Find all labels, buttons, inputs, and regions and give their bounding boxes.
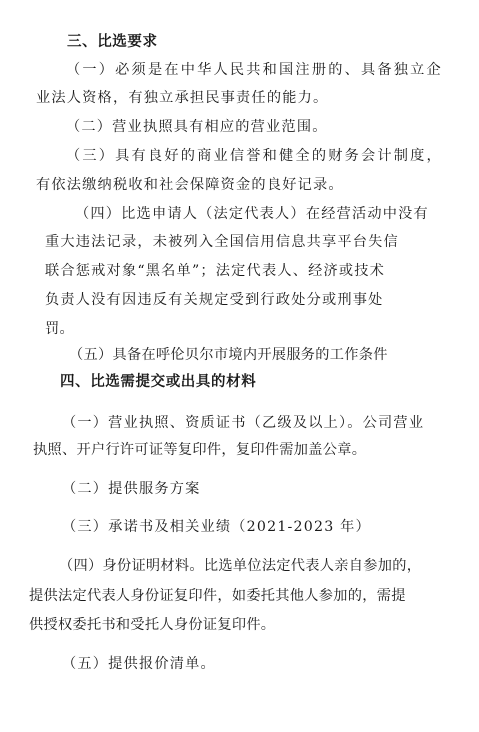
paragraph-line: 执照、开户行许可证等复印件，复印件需加盖公章。 <box>33 442 367 458</box>
paragraph-line: （一）必须是在中华人民共和国注册的、具备独立企 <box>66 62 443 78</box>
paragraph-line: （五）具备在呼伦贝尔市境内开展服务的工作条件 <box>69 347 388 363</box>
paragraph-line: 重大违法记录，未被列入全国信用信息共享平台失信 <box>45 234 399 250</box>
paragraph-line: （三）具有良好的商业信誉和健全的财务会计制度， <box>66 148 443 164</box>
paragraph-line: 罚。 <box>45 321 74 337</box>
section-3-heading: 三、比选要求 <box>67 34 158 50</box>
paragraph-line: （二）营业执照具有相应的营业范围。 <box>66 119 328 135</box>
paragraph-line: 联合惩戒对象“黑名单”；法定代表人、经济或技术 <box>45 263 386 279</box>
paragraph-line: （三）承诺书及相关业绩（2021-2023 年） <box>62 519 371 535</box>
paragraph-line: 供授权委托书和受托人身份证复印件。 <box>29 617 276 633</box>
paragraph-line: （一）营业执照、资质证书（乙级及以上）。公司营业 <box>62 415 425 431</box>
paragraph-line: （二）提供服务方案 <box>62 481 201 497</box>
section-4-heading: 四、比选需提交或出具的材料 <box>60 374 257 390</box>
paragraph-line: （四）身份证明材料。比选单位法定代表人亲自参加的， <box>59 558 422 574</box>
paragraph-line: （五）提供报价清单。 <box>62 656 216 672</box>
paragraph-line: 有依法缴纳税收和社会保障资金的良好记录。 <box>36 177 344 193</box>
paragraph-line: 提供法定代表人身份证复印件，如委托其他人参加的，需提 <box>29 588 406 604</box>
paragraph-line: 业法人资格，有独立承担民事责任的能力。 <box>36 90 329 106</box>
paragraph-line: 负责人没有因违反有关规定受到行政处分或刑事处 <box>45 292 384 308</box>
paragraph-line: （四）比选申请人（法定代表人）在经营活动中没有 <box>75 206 429 222</box>
